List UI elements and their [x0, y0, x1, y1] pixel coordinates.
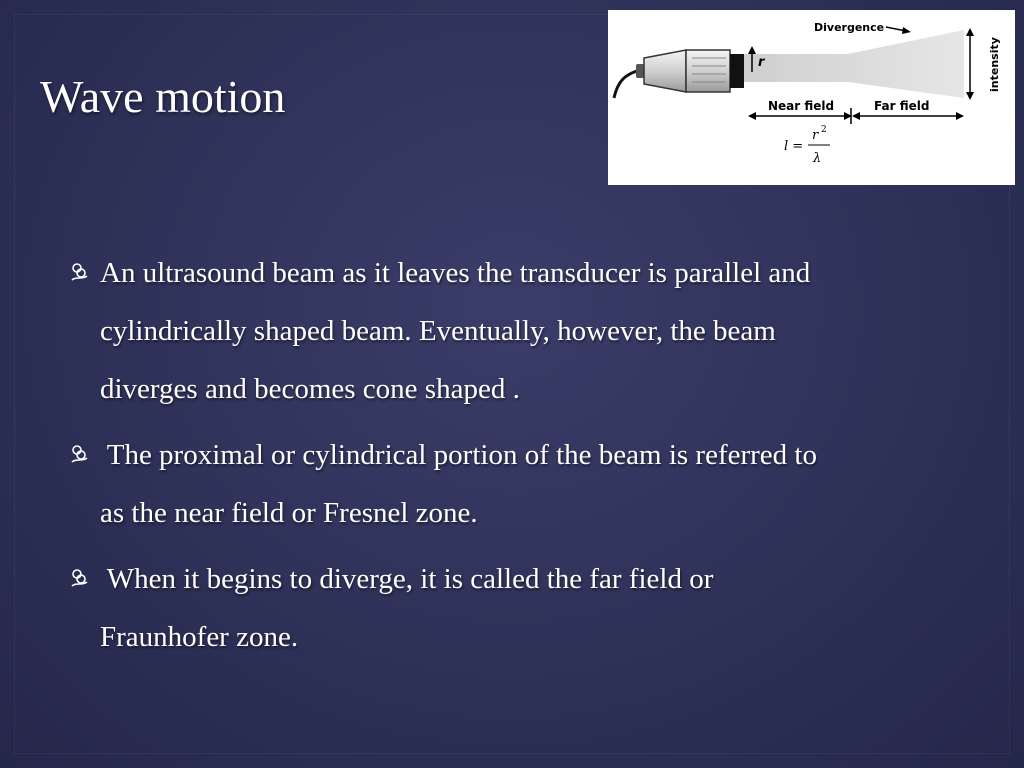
bullet-item-1 [68, 244, 1003, 418]
bullet-line: The proximal or cylindrical portion of the beam is referred to [100, 439, 817, 471]
flower-bullet-icon [68, 442, 90, 466]
bullet-line: cylindrically shaped beam. Eventually, however, the beam [100, 315, 776, 347]
bullet-line: diverges and becomes cone shaped . [100, 373, 520, 405]
near-field-arrow [748, 112, 852, 120]
bullet-item-3 [68, 550, 1003, 666]
far-field-label: Far field [874, 99, 930, 113]
divergence-arrow [886, 27, 911, 34]
flower-bullet-icon [68, 260, 90, 284]
formula-numerator: r [812, 128, 819, 143]
slide-title: Wave motion [40, 71, 286, 122]
intensity-arrow [966, 28, 974, 100]
flower-bullet-icon [68, 566, 90, 590]
bullet-line: An ultrasound beam as it leaves the transducer is parallel and [100, 257, 811, 289]
bullet-list [68, 244, 1003, 674]
transducer-icon [636, 50, 744, 92]
ultrasound-beam [744, 30, 964, 98]
bullet-line: as the near field or Fresnel zone. [100, 497, 478, 529]
intensity-label: intensity [988, 37, 1001, 92]
formula-exponent: 2 [821, 125, 827, 135]
bullet-line: Fraunhofer zone. [100, 621, 299, 653]
near-field-formula [784, 125, 830, 166]
bullet-line: When it begins to diverge, it is called the far field or [100, 563, 714, 595]
radius-label: r [758, 55, 765, 70]
ultrasound-beam-diagram [608, 10, 1015, 185]
far-field-arrow [852, 112, 964, 120]
bullet-item-2 [68, 426, 1003, 542]
near-field-label: Near field [768, 99, 835, 113]
formula-denominator: λ [813, 151, 822, 166]
formula-lhs: l = [784, 139, 804, 154]
divergence-label: Divergence [814, 21, 885, 34]
